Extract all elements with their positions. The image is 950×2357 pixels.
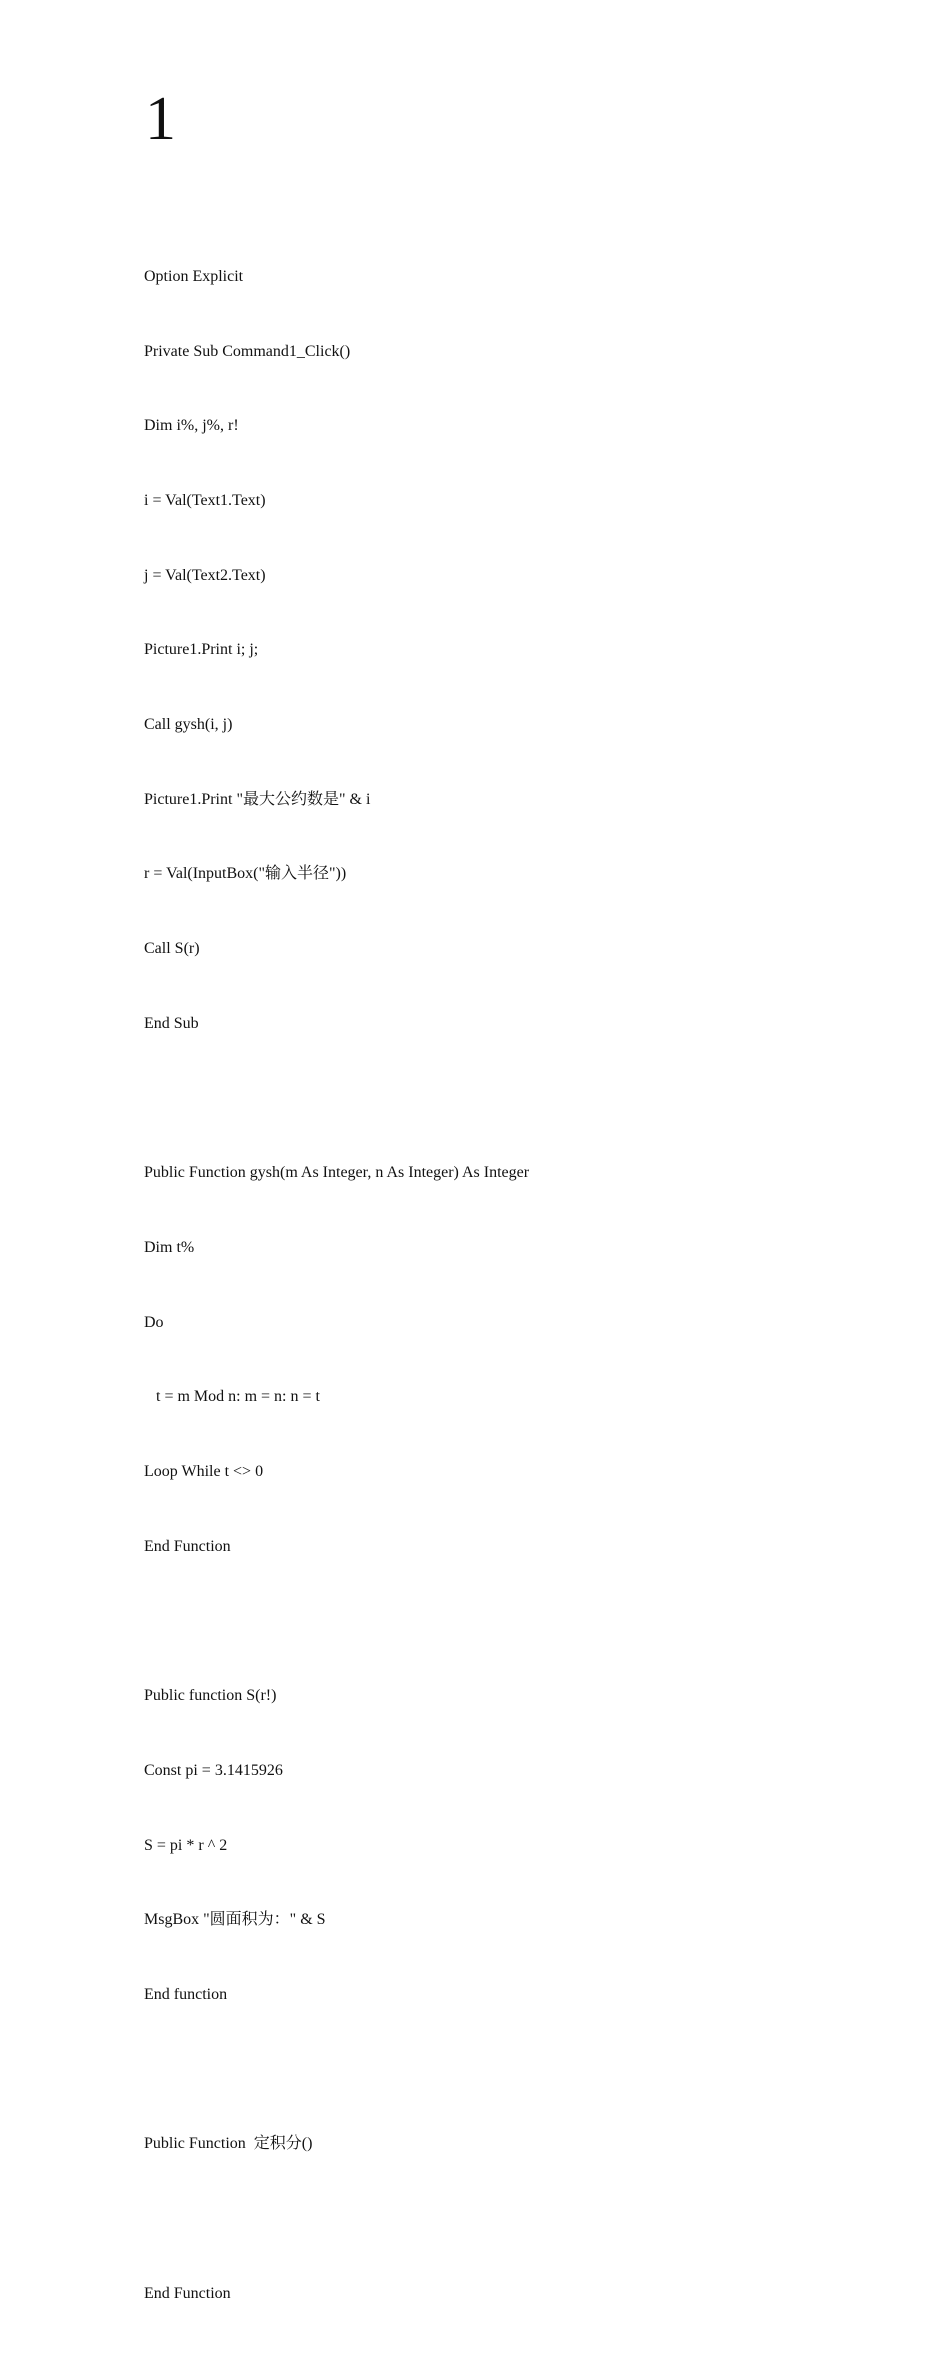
code-line: r = Val(InputBox("输入半径")): [144, 865, 347, 883]
code-line: Public function S(r!): [144, 1687, 277, 1705]
code-line: Picture1.Print "最大公约数是" & i: [144, 790, 371, 808]
code-line: Dim i%, j%, r!: [144, 417, 239, 435]
page-number: 1: [145, 85, 176, 153]
code-line: Dim t%: [144, 1238, 195, 1256]
code-line: Picture1.Print i; j;: [144, 641, 259, 659]
code-line: t = m Mod n: m = n: n = t: [144, 1388, 320, 1406]
code-line: S = pi * r ^ 2: [144, 1836, 228, 1854]
code-line: End Function: [144, 1537, 231, 1555]
code-line: Public Function gysh(m As Integer, n As Integer) As Integer: [144, 1164, 530, 1182]
code-line: End Function: [144, 2284, 231, 2302]
code-line: i = Val(Text1.Text): [144, 491, 266, 509]
blank-line: [144, 2207, 904, 2232]
code-line: Public Function 定积分(): [144, 2135, 313, 2153]
code-line: Option Explicit: [144, 267, 244, 285]
code-line: Private Sub Command1_Click(): [144, 342, 351, 360]
code-line: Call gysh(i, j): [144, 716, 233, 734]
code-line: j = Val(Text2.Text): [144, 566, 266, 584]
code-line: Loop While t <> 0: [144, 1463, 264, 1481]
code-line: End Sub: [144, 1014, 199, 1032]
code-line: End function: [144, 1985, 228, 2003]
code-line: Const pi = 3.1415926: [144, 1761, 283, 1779]
code-line: Do: [144, 1313, 164, 1331]
blank-line: [144, 2058, 904, 2083]
code-block: [144, 215, 904, 2357]
code-line: MsgBox "圆面积为：" & S: [144, 1911, 326, 1929]
blank-line: [144, 1609, 904, 1634]
code-line: Call S(r): [144, 940, 200, 958]
blank-line: [144, 1087, 904, 1112]
